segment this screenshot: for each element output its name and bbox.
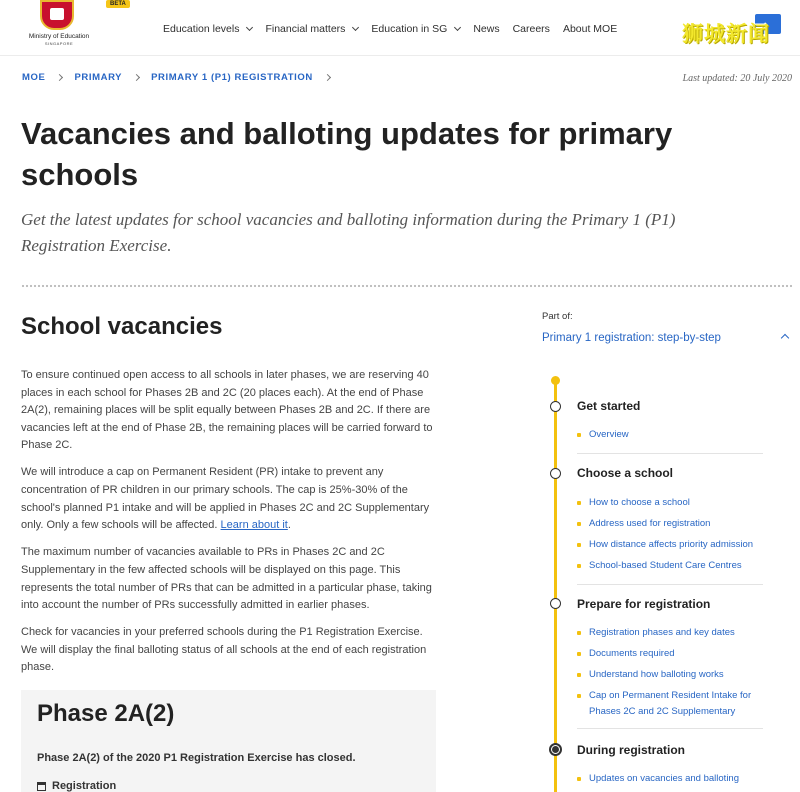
breadcrumb-moe[interactable]: MOE xyxy=(22,72,46,83)
crest-icon xyxy=(40,0,74,30)
timeline-start-dot xyxy=(551,376,560,385)
step-link-documents[interactable]: Documents required xyxy=(577,646,762,662)
logo-subtext: SINGAPORE xyxy=(44,41,74,46)
timeline-node xyxy=(550,468,561,479)
paragraph: The maximum number of vacancies available to PRs in Phases 2C and 2C Supplementary in the few affected schools will be displayed on this page. This represents the total number of PRs that can be admitted in a particular phase, taking into account the number of PRs successfully admitted in earlier phases. xyxy=(21,546,432,612)
chevron-down-icon xyxy=(454,24,461,31)
timeline-node-current xyxy=(551,745,560,754)
step-link-pr-cap[interactable]: Cap on Permanent Resident Intake for Phases 2C and 2C Supplementary xyxy=(577,688,762,719)
nav-about-moe[interactable] xyxy=(563,23,617,35)
nav-education-in-sg[interactable] xyxy=(371,23,460,35)
step-divider xyxy=(577,584,763,585)
phase-card xyxy=(21,690,436,792)
part-of-label: Part of: xyxy=(542,311,573,322)
step-title-during: During registration xyxy=(577,743,686,757)
step-link-phases-dates[interactable]: Registration phases and key dates xyxy=(577,625,762,641)
step-title-get-started: Get started xyxy=(577,399,641,413)
section-heading: School vacancies xyxy=(21,313,223,340)
timeline-node xyxy=(550,598,561,609)
nav-label: Education in SG xyxy=(371,23,448,35)
nav-label: News xyxy=(473,23,500,35)
nav-news[interactable] xyxy=(473,23,499,35)
paragraph-text: We will introduce a cap on Permanent Resident (PR) intake to prevent any concentration of PR children in our primary schools. The cap is 25%-30% of the school's planned P1 intake and will be applied in Phases 2C and 2C Supplementary only. Only a few schools will be affected. xyxy=(21,466,430,532)
step-divider xyxy=(577,728,763,729)
last-updated: Last updated: 20 July 2020 xyxy=(682,73,792,84)
series-toggle[interactable] xyxy=(542,332,792,344)
step-title-choose-school: Choose a school xyxy=(577,466,674,480)
chevron-down-icon xyxy=(352,24,359,31)
chevron-up-icon[interactable] xyxy=(781,334,789,342)
learn-more-link[interactable]: Learn about it xyxy=(220,519,288,532)
chevron-down-icon xyxy=(246,24,253,31)
nav-education-levels[interactable] xyxy=(163,23,252,35)
step-link-how-to-choose[interactable]: How to choose a school xyxy=(577,495,762,511)
nav-label: Financial matters xyxy=(265,23,346,35)
timeline-line xyxy=(554,380,557,792)
step-link-student-care[interactable]: School-based Student Care Centres xyxy=(577,558,762,574)
nav-financial-matters[interactable] xyxy=(265,23,358,35)
phase-registration xyxy=(37,780,116,792)
step-title-prepare: Prepare for registration xyxy=(577,597,711,611)
nav-label: Education levels xyxy=(163,23,240,35)
paragraph: To ensure continued open access to all schools in later phases, we are reserving 40 places in each school for Phases 2B and 2C (20 places each). At the end of Phase 2A(2), remaining places will be split equally between Phases 2B and 2C. If there are vacancies left at the end of Phase 2B, the remaining places will be carried forward to Phase 2C. xyxy=(21,369,433,452)
breadcrumb-p1-registration[interactable]: PRIMARY 1 (P1) REGISTRATION xyxy=(151,72,313,83)
paragraph: We will introduce a cap on Permanent Resident (PR) intake to prevent any concentration of PR children in our primary schools. The cap is 25%-30% of the school's planned P1 intake and will be applied in Phases 2C and 2C Supplementary only. Only a few schools will be affected. Learn about it. xyxy=(21,466,430,532)
main-nav xyxy=(163,23,630,35)
registration-label: Registration xyxy=(52,780,117,792)
step-link-overview[interactable]: Overview xyxy=(577,427,762,443)
page-title: Vacancies and balloting updates for primary schools xyxy=(21,116,673,192)
phase-title: Phase 2A(2) xyxy=(37,700,175,727)
chevron-right-icon xyxy=(56,74,63,81)
breadcrumb xyxy=(22,72,342,83)
series-link[interactable]: Primary 1 registration: step-by-step xyxy=(542,332,721,344)
phase-note: Phase 2A(2) of the 2020 P1 Registration Exercise has closed. xyxy=(37,752,356,764)
nav-label: About MOE xyxy=(562,23,618,35)
chevron-right-icon xyxy=(324,74,331,81)
paragraph: Check for vacancies in your preferred schools during the P1 Registration Exercise. We will display the final balloting status of all schools at the end of each registration phase. xyxy=(21,626,427,674)
page-lead: Get the latest updates for school vacancies and balloting information during the Primary 1 (P1) Registration Exercise. xyxy=(21,210,676,255)
step-link-address[interactable]: Address used for registration xyxy=(577,516,762,532)
dotted-divider xyxy=(21,283,792,289)
logo-text: Ministry of Education xyxy=(28,33,90,40)
timeline-node xyxy=(550,401,561,412)
chevron-right-icon xyxy=(133,74,140,81)
moe-logo[interactable] xyxy=(22,0,126,50)
calendar-icon xyxy=(37,782,46,791)
beta-badge: BETA xyxy=(106,0,130,8)
main-content xyxy=(21,367,439,687)
step-link-updates[interactable]: Updates on vacancies and balloting xyxy=(577,771,762,787)
step-link-distance[interactable]: How distance affects priority admission xyxy=(577,537,762,553)
watermark-text: 狮城新闻 xyxy=(682,22,770,46)
step-divider xyxy=(577,453,763,454)
breadcrumb-primary[interactable]: PRIMARY xyxy=(74,72,123,83)
step-link-balloting[interactable]: Understand how balloting works xyxy=(577,667,762,683)
nav-label: Careers xyxy=(512,23,550,35)
nav-careers[interactable] xyxy=(513,23,550,35)
site-header xyxy=(0,0,800,56)
